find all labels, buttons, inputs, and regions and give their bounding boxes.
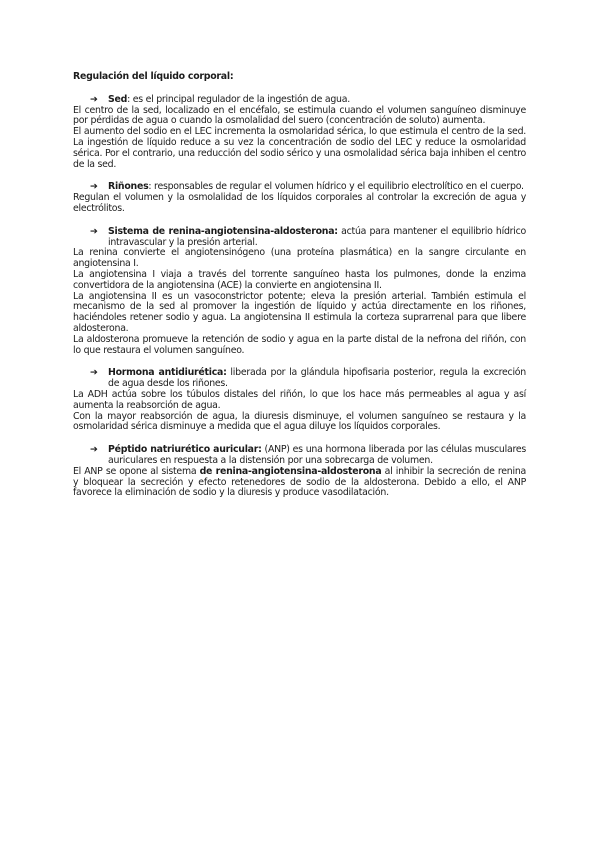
paragraph: La angiotensina I viaja a través del torrente sanguíneo hasta los pulmones, donde la enzima convertidora de la angiotensina (ACE) la convierte en angiotensina II. xyxy=(73,268,526,291)
bullet-term: Riñones xyxy=(108,181,149,193)
bullet-term: Péptido natriurético auricular: xyxy=(108,444,262,456)
bullet-raa xyxy=(73,227,526,249)
final-bold: de renina-angiotensina-aldosterona xyxy=(199,465,382,477)
bullet-term: Sistema de renina-angiotensina-aldosterona: xyxy=(108,225,338,237)
paragraph: La renina convierte el angiotensinógeno (una proteína plasmática) en la sangre circulante en angiotensina I. xyxy=(73,247,526,270)
paragraph-final xyxy=(73,467,526,499)
paragraph: La angiotensina II es un vasoconstrictor potente; eleva la presión arterial. También estimula el mecanismo de la sed al promover la ingestión de líquido y actúa directamente en los riñones, haciéndoles retener sodio y agua. La angiotensina II estimula la corteza suprarrenal para que libere aldosterona. xyxy=(73,290,526,334)
arrow-icon: ➔ xyxy=(90,367,98,379)
bullet-text: liberada por la glándula hipofisaria posterior, regula la excreción de agua desde los riñones. xyxy=(108,367,526,390)
bullet-anp xyxy=(73,445,526,467)
bullet-rinones xyxy=(73,182,526,193)
paragraph: La ADH actúa sobre los túbulos distales del riñón, lo que los hace más permeables al agua y así aumenta la reabsorción de agua. xyxy=(73,388,526,411)
paragraph: El centro de la sed, localizado en el encéfalo, se estimula cuando el volumen sanguíneo disminuye por pérdidas de agua o cuando la osmolalidad del suero (concentración de soluto) aumenta. xyxy=(73,104,526,127)
document-body xyxy=(73,72,526,499)
paragraph: La aldosterona promueve la retención de sodio y agua en la parte distal de la nefrona del riñón, con lo que restaura el volumen sanguíneo. xyxy=(73,333,526,356)
arrow-icon: ➔ xyxy=(90,181,98,193)
bullet-text: : responsables de regular el volumen hídrico y el equilibrio electrolítico en el cuerpo. xyxy=(148,181,524,193)
arrow-icon: ➔ xyxy=(90,444,98,456)
bullet-text: actúa para mantener el equilibrio hídrico intravascular y la presión arterial. xyxy=(108,225,526,248)
bullet-adh xyxy=(73,368,526,390)
bullet-text: (ANP) es una hormona liberada por las células musculares auriculares en respuesta a la distensión por una sobrecarga de volumen. xyxy=(108,444,527,466)
bullet-term: Hormona antidiurética: xyxy=(108,367,227,379)
final-post: al inhibir la secreción de renina y bloquear la secreción y efecto retenedores de sodio de la aldosterona. Debido a ello, el ANP favorece la eliminación de sodio y la diuresis y produce vasodilatación. xyxy=(73,465,527,499)
paragraph: El aumento del sodio en el LEC incrementa la osmolaridad sérica, lo que estimula el centro de la sed. La ingestión de líquido reduce a su vez la concentración de sodio del LEC y reduce la osmolaridad sérica. Por el contrario, una reducción del sodio sérico y una osmolalidad sérica baja inhiben el centro de la sed. xyxy=(73,126,526,170)
arrow-icon: ➔ xyxy=(90,93,98,105)
bullet-sed xyxy=(73,95,526,106)
page-title: Regulación del líquido corporal: xyxy=(73,71,234,82)
paragraph: Con la mayor reabsorción de agua, la diuresis disminuye, el volumen sanguíneo se restaura y la osmolaridad sérica disminuye a medida que el agua diluye los líquidos corporales. xyxy=(73,410,526,433)
final-pre: El ANP se opone al sistema xyxy=(73,465,200,477)
paragraph: Regulan el volumen y la osmolalidad de los líquidos corporales al controlar la excreción de agua y electrólitos. xyxy=(73,192,526,214)
bullet-term: Sed xyxy=(108,93,128,105)
bullet-text: : es el principal regulador de la ingestión de agua. xyxy=(127,93,350,105)
arrow-icon: ➔ xyxy=(90,225,98,237)
